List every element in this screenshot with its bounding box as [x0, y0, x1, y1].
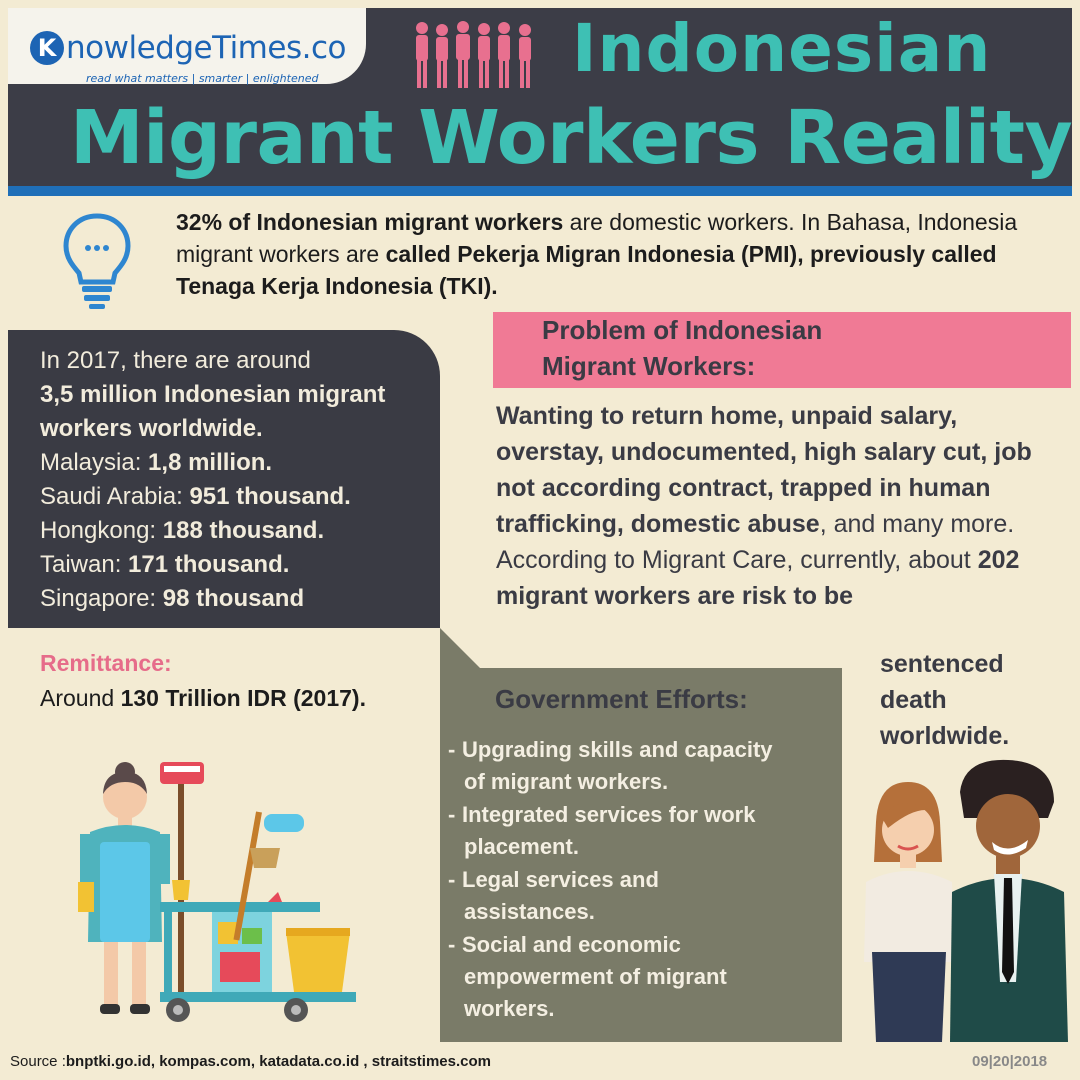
source-list: bnptki.go.id, kompas.com, katadata.co.id , straitstimes.com — [65, 1053, 491, 1070]
stats-country-row — [40, 582, 440, 616]
publish-date: 09|20|2018 — [972, 1053, 1048, 1070]
intro-bold-2: called Pekerja Migran Indonesia (PMI), previously called Tenaga Kerja Indonesia (TKI). — [176, 241, 997, 299]
stats-country-row — [40, 548, 440, 582]
country-label: Taiwan: — [40, 551, 129, 578]
stats-headline: 3,5 million Indonesian migrant workers worldwide. — [40, 381, 386, 442]
source-credits — [10, 1053, 491, 1070]
problem-title — [542, 312, 902, 384]
intro-text-1: are domestic workers. In Bahasa, Indonesia migrant workers are — [176, 209, 1018, 267]
people-silhouettes-icon — [408, 20, 548, 90]
problem-tail: sentenced death worldwide. — [880, 650, 1010, 750]
problem-migrant-care: According to Migrant Care, currently, about — [496, 546, 978, 574]
remittance-prefix: Around — [40, 685, 121, 711]
logo-tagline: read what matters | smarter | enlightened — [86, 72, 319, 85]
business-couple-illustration — [858, 752, 1068, 1042]
gov-item-line: of migrant workers. — [464, 769, 669, 794]
gov-item-line: assistances. — [464, 899, 595, 924]
country-label: Saudi Arabia: — [40, 483, 190, 510]
government-panel-notch — [440, 628, 480, 668]
logo-name: nowledgeTimes.co — [66, 30, 346, 66]
stats-country-row — [40, 446, 440, 480]
country-value: 98 thousand — [162, 585, 305, 612]
stats-country-row — [40, 514, 440, 548]
header-divider — [8, 186, 1072, 196]
gov-item-line: workers. — [464, 996, 555, 1021]
remittance-value: 130 Trillion IDR (2017). — [120, 685, 366, 711]
problem-more: , and many more. — [819, 510, 1015, 538]
housekeeper-illustration — [60, 752, 360, 1032]
title-line-2: Migrant Workers Reality — [70, 95, 1073, 181]
government-title: Government Efforts: — [495, 684, 748, 714]
intro-bold-1: 32% of Indonesian migrant workers — [176, 209, 564, 235]
remittance-label: Remittance: — [40, 650, 172, 676]
country-label: Hongkong: — [40, 517, 163, 544]
stats-intro: In 2017, there are around — [40, 347, 311, 374]
stats-country-row — [40, 480, 440, 514]
problem-title-line-1: Problem of Indonesian — [542, 315, 823, 345]
government-item: - Legal services and assistances. — [448, 864, 840, 928]
government-item: - Social and economic empowerment of migrant workers. — [448, 929, 840, 1025]
country-value: 951 thousand. — [189, 483, 351, 510]
gov-item-line: Integrated services for work — [462, 802, 756, 827]
country-label: Singapore: — [40, 585, 163, 612]
gov-item-line: empowerment of migrant — [464, 964, 727, 989]
government-list — [448, 734, 840, 1026]
country-value: 188 thousand. — [162, 517, 325, 544]
source-label: Source : — [10, 1053, 66, 1070]
remittance-text — [40, 682, 400, 714]
logo-initial: K — [30, 31, 64, 65]
gov-item-line: Social and economic — [462, 932, 681, 957]
gov-item-line: Legal services and — [462, 867, 659, 892]
problem-body — [496, 398, 1056, 614]
stats-text — [40, 344, 440, 616]
title-line-1: Indonesian — [572, 10, 992, 87]
problem-risk: 202 migrant workers are risk to be — [496, 546, 1020, 610]
government-item: - Upgrading skills and capacity of migrant workers. — [448, 734, 840, 798]
country-value: 171 thousand. — [128, 551, 290, 578]
gov-item-line: placement. — [464, 834, 579, 859]
lightbulb-icon — [62, 212, 132, 312]
country-label: Malaysia: — [40, 449, 149, 476]
country-value: 1,8 million. — [148, 449, 273, 476]
logo[interactable] — [8, 8, 366, 84]
problem-list: Wanting to return home, unpaid salary, overstay, undocumented, high salary cut, job not according contract, trapped in human trafficking, domestic abuse — [496, 402, 1032, 538]
government-item: - Integrated services for work placement. — [448, 799, 840, 863]
intro-paragraph — [176, 206, 1056, 302]
problem-title-line-2: Migrant Workers: — [542, 351, 756, 381]
gov-item-line: Upgrading skills and capacity — [462, 737, 773, 762]
